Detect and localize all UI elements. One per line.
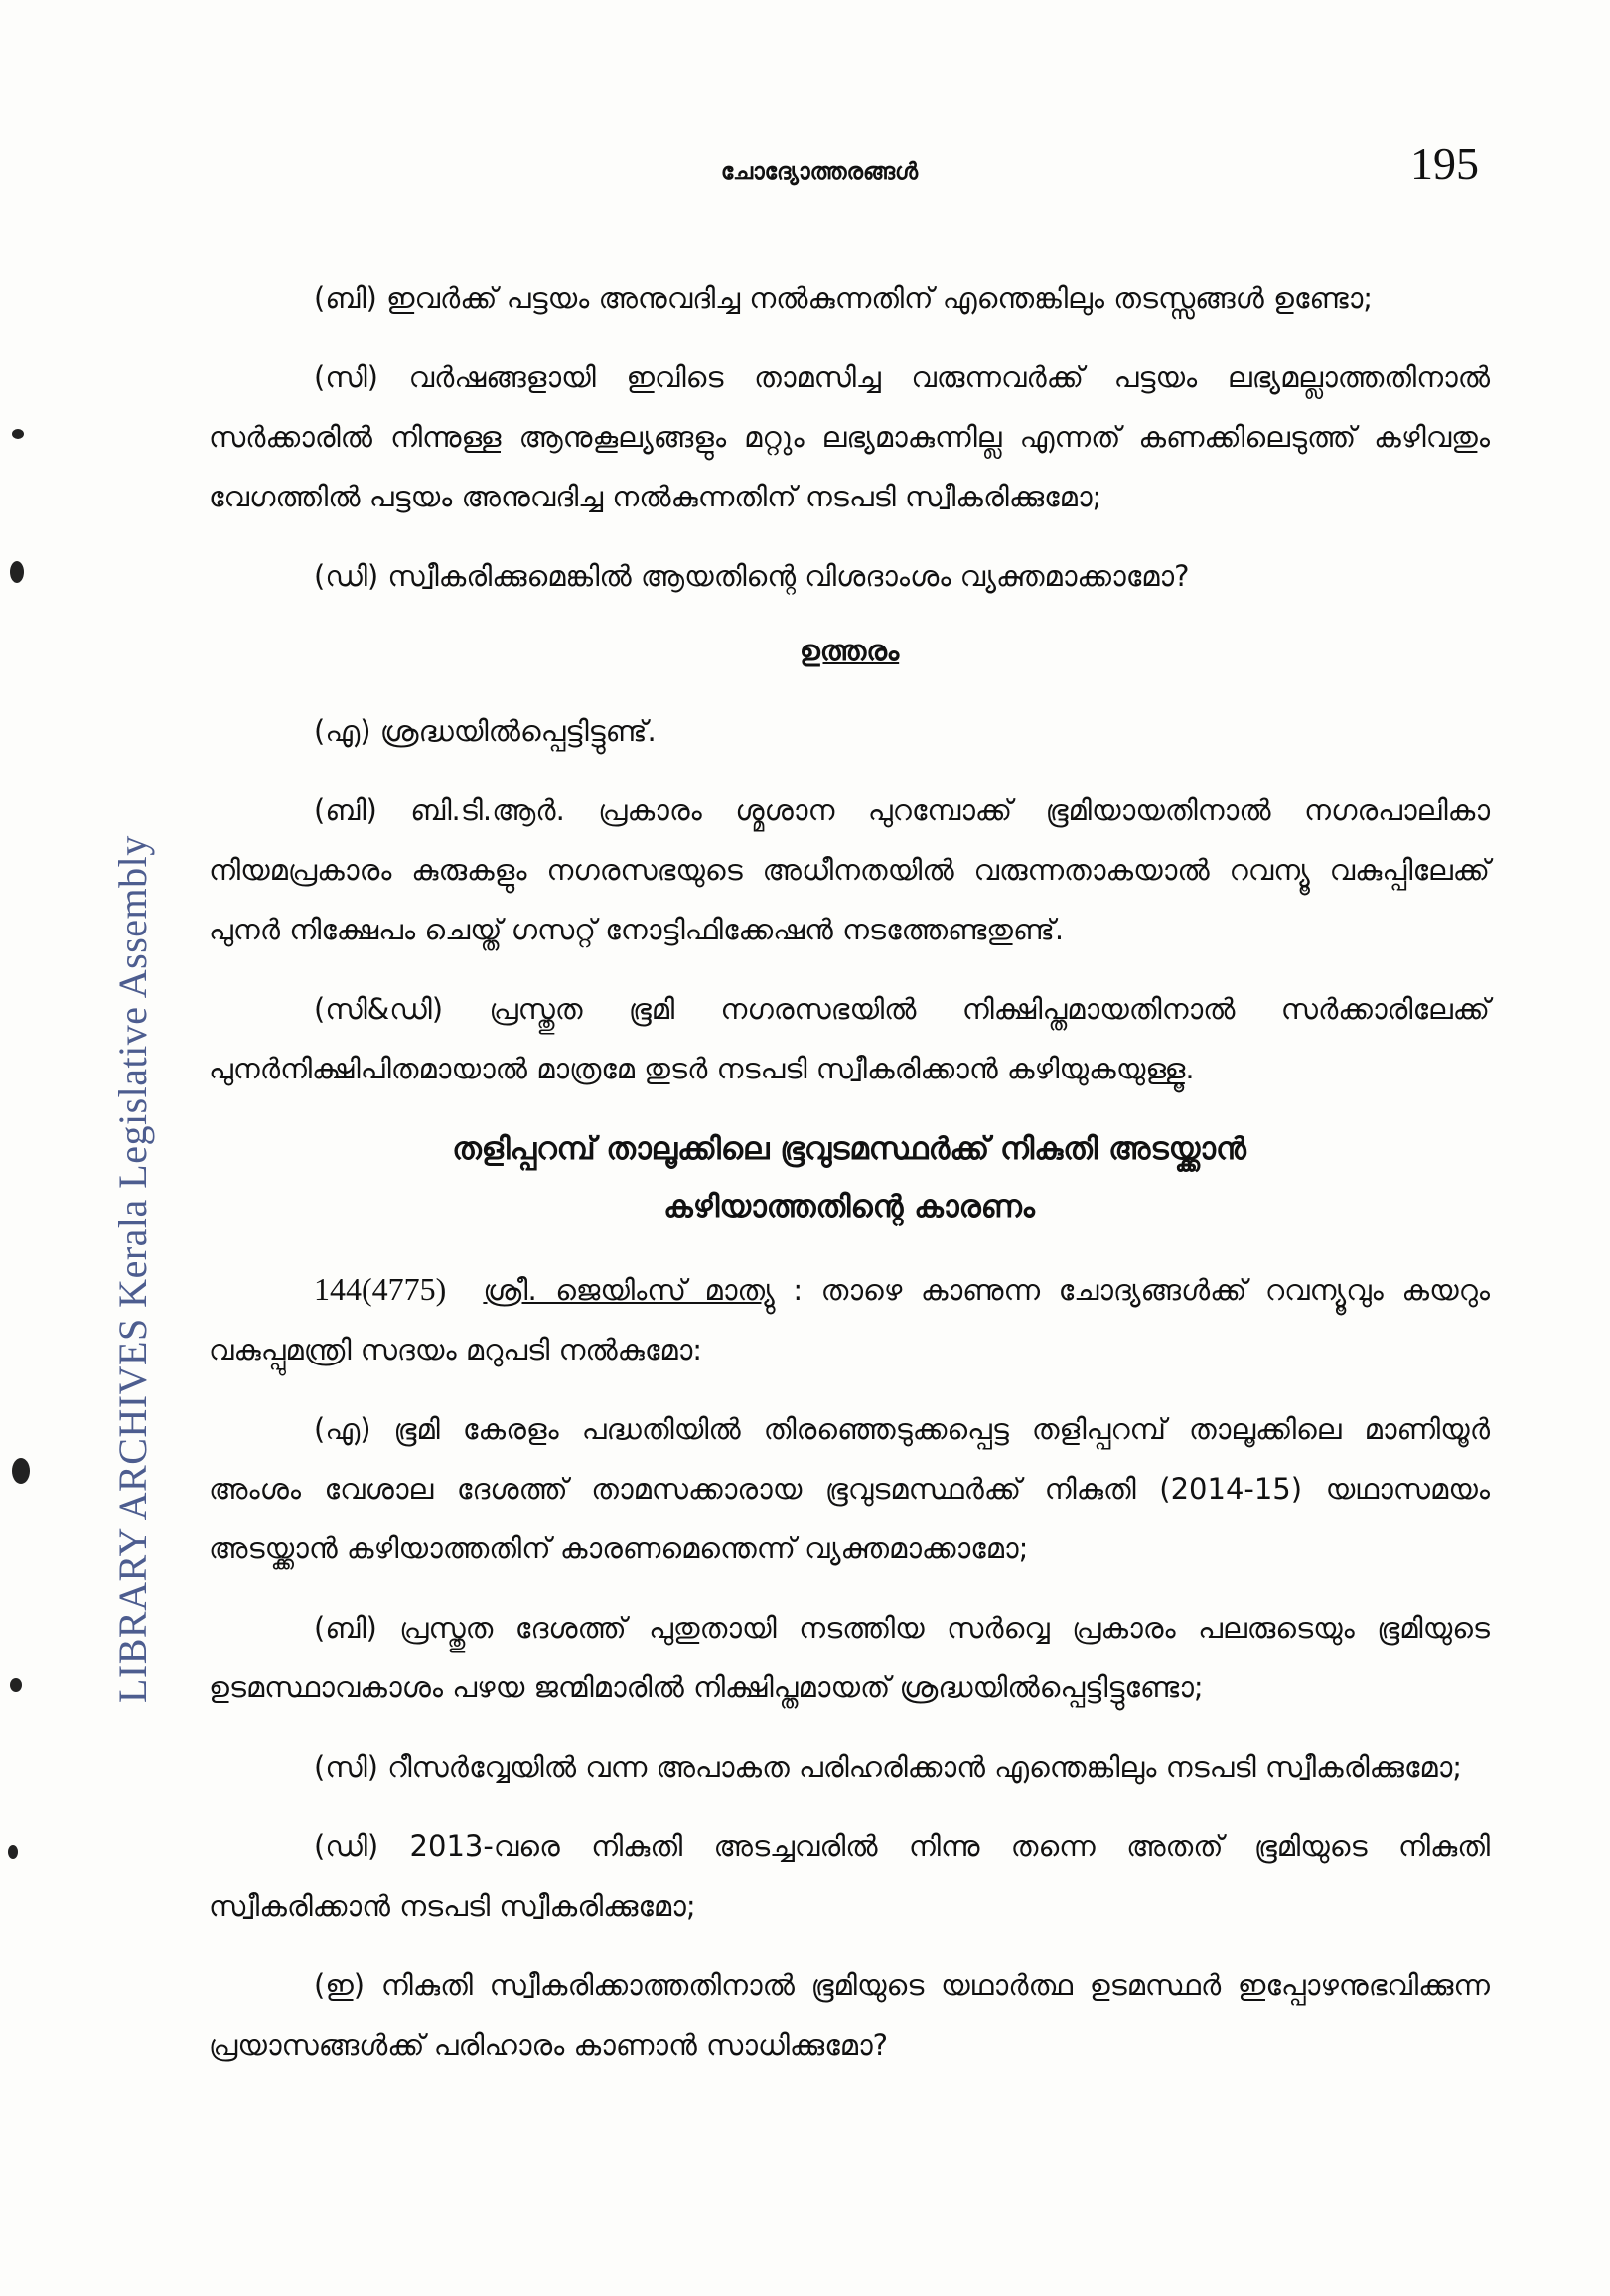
answer-b: (ബി) ബി.ടി.ആർ. പ്രകാരം ശ്മശാന പുറമ്പോക്ക് ഭൂമിയായതിനാൽ നഗരപാലികാ നിയമപ്രകാരം കുരുകളും നഗരസഭയുടെ അധീനതയിൽ വരുന്നതാകയാൽ റവന്യൂ വകുപ്പിലേക്ക് പുനർ നിക്ഷേപം ചെയ്ത് ഗസറ്റ് നോട്ടിഫിക്കേഷൻ നടത്തേണ്ടതുണ്ട്.: [209, 793, 1490, 946]
scan-speck: [10, 561, 24, 583]
scan-speck: [10, 1678, 22, 1692]
question-d: (ഡി) 2013-വരെ നികുതി അടച്ചവരിൽ നിന്നു തന്നെ അതത് ഭൂമിയുടെ നികുതി സ്വീകരിക്കാൻ നടപടി സ്വീകരിക്കുമോ;: [209, 1829, 1490, 1923]
section-title-line-1: തളിപ്പറമ്പ് താലൂക്കിലെ ഭൂവുടമസ്ഥർക്ക് നികുതി അടയ്ക്കാൻ: [452, 1131, 1246, 1167]
document-body: [209, 268, 1490, 2094]
question-d: (ഡി) സ്വീകരിക്കുമെങ്കിൽ ആയതിന്റെ വിശദാംശം വ്യക്തമാക്കാമോ?: [314, 559, 1190, 593]
member-name: ശ്രീ. ജെയിംസ് മാത്യു: [483, 1273, 775, 1307]
question-c: (സി) വർഷങ്ങളായി ഇവിടെ താമസിച്ച വരുന്നവർക്ക് പട്ടയം ലഭ്യമല്ലാത്തതിനാൽ സർക്കാരിൽ നിന്നുള്ള ആനുകൂല്യങ്ങളും മറ്റും ലഭ്യമാകുന്നില്ല എന്നത് കണക്കിലെടുത്ത് കഴിവതും വേഗത്തിൽ പട്ടയം അനുവദിച്ച നൽകുന്നതിന് നടപടി സ്വീകരിക്കുമോ;: [209, 360, 1490, 513]
question-e: (ഇ) നികുതി സ്വീകരിക്കാത്തതിനാൽ ഭൂമിയുടെ യഥാർത്ഥ ഉടമസ്ഥർ ഇപ്പോഴനുഭവിക്കുന്ന പ്രയാസങ്ങൾക്ക് പരിഹാരം കാണാൻ സാധിക്കുമോ?: [209, 1968, 1490, 2062]
scan-speck: [8, 1845, 18, 1859]
section-title: [209, 1120, 1490, 1235]
scan-speck: [12, 1458, 30, 1484]
section-title-line-2: കഴിയാത്തതിന്റെ കാരണം: [663, 1189, 1035, 1224]
running-head: ചോദ്യോത്തരങ്ങൾ: [720, 159, 919, 185]
answer-a: (എ) ശ്രദ്ധയിൽപ്പെട്ടിട്ടുണ്ട്.: [314, 714, 657, 748]
question-intro: [209, 1259, 1490, 1379]
page-number: 195: [1410, 138, 1479, 189]
library-watermark: LIBRARY ARCHIVES Kerala Legislative Assembly: [110, 835, 155, 1703]
question-c: (സി) റീസർവ്വേയിൽ വന്ന അപാകത പരിഹരിക്കാൻ എന്തെങ്കിലും നടപടി സ്വീകരിക്കുമോ;: [314, 1750, 1463, 1784]
question-intro-text: : താഴെ കാണുന്ന ചോദ്യങ്ങൾക്ക് റവന്യൂവും കയറും വകുപ്പുമന്ത്രി സദയം മറുപടി നൽകുമോ:: [209, 1273, 1491, 1366]
question-number: 144(4775): [314, 1271, 447, 1307]
answer-heading: ഉത്തരം: [799, 634, 900, 667]
question-b: (ബി) ഇവർക്ക് പട്ടയം അനുവദിച്ച നൽകുന്നതിന് എന്തെങ്കിലും തടസ്സങ്ങൾ ഉണ്ടോ;: [314, 281, 1374, 315]
answer-c-d: (സി&ഡി) പ്രസ്തുത ഭൂമി നഗരസഭയിൽ നിക്ഷിപ്തമായതിനാൽ സർക്കാരിലേക്ക് പുനർനിക്ഷിപിതമായാൽ മാത്രമേ തുടർ നടപടി സ്വീകരിക്കാൻ കഴിയുകയുള്ളൂ.: [209, 992, 1490, 1085]
question-b: (ബി) പ്രസ്തുത ദേശത്ത് പുതുതായി നടത്തിയ സർവ്വെ പ്രകാരം പലരുടെയും ഭൂമിയുടെ ഉടമസ്ഥാവകാശം പഴയ ജന്മിമാരിൽ നിക്ഷിപ്തമായത് ശ്രദ്ധയിൽപ്പെട്ടിട്ടുണ്ടോ;: [209, 1611, 1490, 1704]
scan-speck: [12, 429, 24, 439]
question-a: (എ) ഭൂമി കേരളം പദ്ധതിയിൽ തിരഞ്ഞെടുക്കപ്പെട്ട തളിപ്പറമ്പ് താലൂക്കിലെ മാണിയൂർ അംശം വേശാല ദേശത്ത് താമസക്കാരായ ഭൂവുടമസ്ഥർക്ക് നികുതി (2014-15) യഥാസമയം അടയ്ക്കാൻ കഴിയാത്തതിന് കാരണമെന്തെന്ന് വ്യക്തമാക്കാമോ;: [209, 1412, 1490, 1565]
